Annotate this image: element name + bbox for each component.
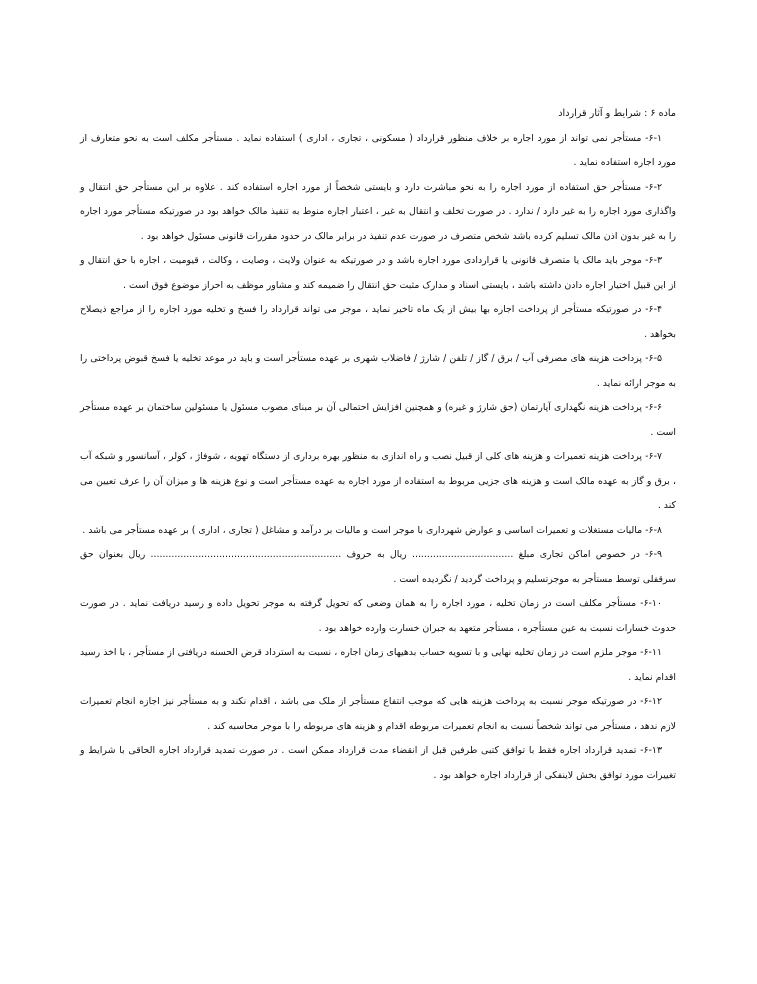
clause-6-9: ۶-۹- در خصوص اماکن تجاری مبلغ .................................. ریال به حروف ................................................................ ریال بعنوان حق سرقفلی توسط مستأجر به موجرتسلیم و پرداخت گردید / نگردیده است . [80,549,676,585]
clause-6-13: ۶-۱۳- تمدید قرارداد اجاره فقط با توافق کتبی طرفین قبل از انقضاء مدت قرارداد ممکن است . در صورت تمدید قرارداد اجاره الحاقی با شرایط و تغییرات مورد توافق بخش لاینفکی از قرارداد اجاره خواهد بود . [80,745,676,781]
contract-page [80,102,676,788]
clause-6-1: ۶-۱- مستأجر نمی تواند از مورد اجاره بر خلاف منظور قرارداد ( مسکونی ، تجاری ، اداری ) استفاده نماید . مستأجر مکلف است به نحو متعارف از مورد اجاره استفاده نماید . [80,132,676,168]
clause-6-11: ۶-۱۱- موجر ملزم است در زمان تخلیه نهایی و با تسویه حساب بدهیهای زمان اجاره ، نسبت به استرداد قرض الحسنه دریافتی از مستأجر ، با اخذ رسید اقدام نماید . [80,647,676,683]
clause-6-5: ۶-۵- پرداخت هزینه های مصرفی آب / برق / گاز / تلفن / شارژ / فاضلاب شهری بر عهده مستأجر است و باید در موعد تخلیه یا فسخ قبوض پرداختی را به موجر ارائه نماید . [80,353,676,389]
clause-6-3: ۶-۳- موجر باید مالک یا متصرف قانونی یا قراردادی مورد اجاره باشد و در صورتیکه به عنوان ولایت ، وصایت ، وکالت ، قیومیت ، اجاره با حق انتقال و از این قبیل اختیار اجاره دادن داشته باشد ، بایستی اسناد و مدارک مثبت حق انتقال را ضمیمه کند و مشاور موظف به احراز موضوع فوق است . [80,255,676,291]
clause-6-7: ۶-۷- پرداخت هزینه تعمیرات و هزینه های کلی از قبیل نصب و راه اندازی به منظور بهره برداری از دستگاه تهویه ، شوفاژ ، کولر ، آسانسور و شبکه آب ، برق و گاز به عهده مالک است و هزینه های جزیی مربوط به استفاده از مورد اجاره به عهده مستأجر است و نوع هزینه ها و میزان آن را عرف تعیین می کند . [80,451,676,511]
article-heading: ماده ۶ : شرایط و آثار قرارداد [558,108,676,119]
clause-6-10: ۶-۱۰- مستأجر مکلف است در زمان تخلیه ، مورد اجاره را به همان وضعی که تحویل گرفته به موجر تحویل داده و رسید دریافت نماید . در صورت حدوث خسارات نسبت به عین مستأجره ، مستأجر متعهد به جبران خسارت وارده خواهد بود . [80,598,676,634]
clause-6-6: ۶-۶- پرداخت هزینه نگهداری آپارتمان (حق شارژ و غیره) و همچنین افزایش احتمالی آن بر مبنای مصوب مسئول یا مسئولین ساختمان بر عهده مستأجر است . [80,402,676,438]
clause-6-2: ۶-۲- مستأجر حق استفاده از مورد اجاره را به نحو مباشرت دارد و بایستی شخصاً از مورد اجاره استفاده کند . علاوه بر این مستأجر حق انتقال و واگذاری مورد اجاره را به غیر دارد / ندارد . در صورت تخلف و انتقال به غیر ، اعتبار اجاره منوط به تنفیذ مالک خواهد بود در صورتیکه مستأجر مورد اجاره را به غیر بدون اذن مالک تسلیم کرده باشد شخص متصرف در صورت عدم تنفیذ در برابر مالک در حدود مقررات قانونی مسئول خواهد بود . [80,181,676,242]
clause-6-8: ۶-۸- مالیات مستغلات و تعمیرات اساسی و عوارض شهرداری با موجر است و مالیات بر درآمد و مشاغل ( تجاری ، اداری ) بر عهده مستأجر می باشد . [82,524,662,536]
clause-6-4: ۶-۴- در صورتیکه مستأجر از پرداخت اجاره بها بیش از یک ماه تاخیر نماید ، موجر می تواند قرارداد را فسخ و تخلیه مورد اجاره را از مراجع ذیصلاح بخواهد . [80,304,676,340]
clause-6-12: ۶-۱۲- در صورتیکه موجر نسبت به پرداخت هزینه هایی که موجب انتفاع مستأجر از ملک می باشد ، اقدام نکند و به مستأجر نیز اجازه انجام تعمیرات لازم ندهد ، مستأجر می تواند شخصاً نسبت به انجام تعمیرات مربوطه اقدام و هزینه های مربوطه را با موجر محاسبه کند . [80,696,676,732]
